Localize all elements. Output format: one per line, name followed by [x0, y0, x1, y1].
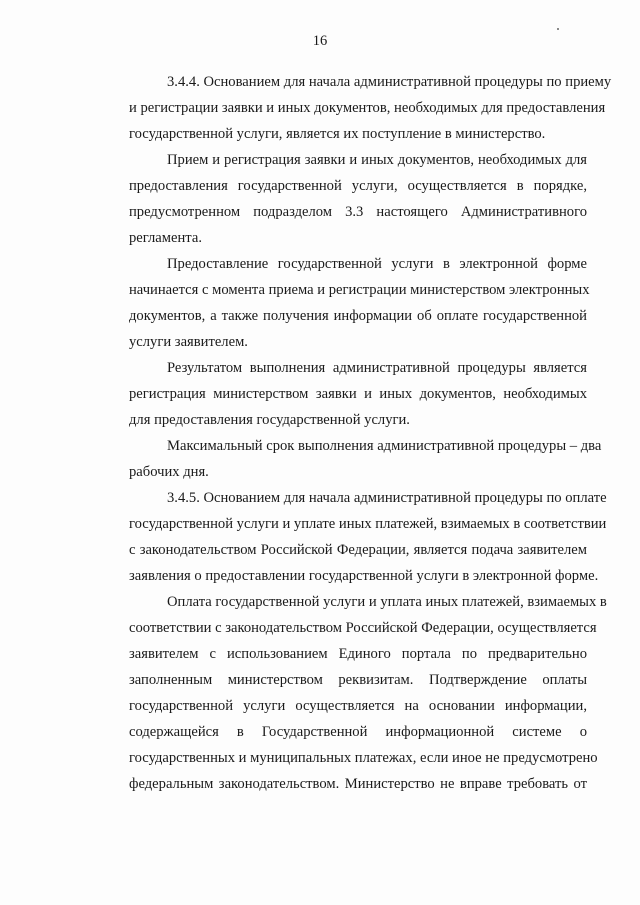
paragraph-3-4-5	[91, 485, 607, 589]
text-line: соответствии с законодательством Российской Федерации, осуществляется	[129, 620, 597, 636]
text-line: государственной услуги и уплате иных платежей, взимаемых в соответствии	[129, 516, 607, 532]
text-line: государственной услуги, является их поступление в министерство.	[129, 126, 546, 142]
document-body	[91, 69, 612, 797]
text-line: услуги заявителем.	[129, 334, 248, 350]
text-line: начинается с момента приема и регистрации министерством электронных	[129, 282, 590, 298]
paragraph-result	[91, 355, 587, 433]
paragraph-3-4-4	[91, 69, 612, 147]
text-line: государственной услуги осуществляется на основании информации,	[129, 698, 587, 714]
text-line: Оплата государственной услуги и уплата иных платежей, взимаемых в	[167, 594, 607, 610]
text-line: регистрация министерством заявки и иных документов, необходимых	[129, 386, 587, 402]
text-line: документов, а также получения информации об оплате государственной	[129, 308, 587, 324]
text-line: регламента.	[129, 230, 202, 246]
paragraph-max-term	[91, 433, 602, 485]
paragraph-registration	[91, 147, 587, 251]
text-line: для предоставления государственной услуги.	[129, 412, 410, 428]
paragraph-payment	[91, 589, 607, 797]
text-line: Максимальный срок выполнения административной процедуры – два	[167, 438, 602, 454]
text-line: Результатом выполнения административной процедуры является	[167, 360, 587, 376]
text-line: заявления о предоставлении государственной услуги в электронной форме.	[129, 568, 599, 584]
text-line: и регистрации заявки и иных документов, необходимых для предоставления	[129, 100, 606, 116]
scan-speck	[557, 28, 559, 30]
text-line: заполненным министерством реквизитам. Подтверждение оплаты	[129, 672, 587, 688]
text-line: рабочих дня.	[129, 464, 209, 480]
text-line: 3.4.4. Основанием для начала административной процедуры по приему	[167, 74, 612, 90]
text-line: государственных и муниципальных платежах, если иное не предусмотрено	[129, 750, 598, 766]
paragraph-electronic-form	[91, 251, 590, 355]
text-line: федеральным законодательством. Министерство не вправе требовать от	[129, 776, 587, 792]
text-line: с законодательством Российской Федерации, является подача заявителем	[129, 542, 587, 558]
text-line: заявителем с использованием Единого портала по предварительно	[129, 646, 587, 662]
text-line: Прием и регистрация заявки и иных документов, необходимых для	[167, 152, 587, 168]
text-line: содержащейся в Государственной информационной системе о	[129, 724, 587, 740]
text-line: 3.4.5. Основанием для начала административной процедуры по оплате	[167, 490, 607, 506]
text-line: предоставления государственной услуги, осуществляется в порядке,	[129, 178, 587, 194]
text-line: предусмотренном подразделом 3.3 настоящего Административного	[129, 204, 587, 220]
text-line: Предоставление государственной услуги в электронной форме	[167, 256, 587, 272]
page-number: 16	[312, 33, 328, 49]
